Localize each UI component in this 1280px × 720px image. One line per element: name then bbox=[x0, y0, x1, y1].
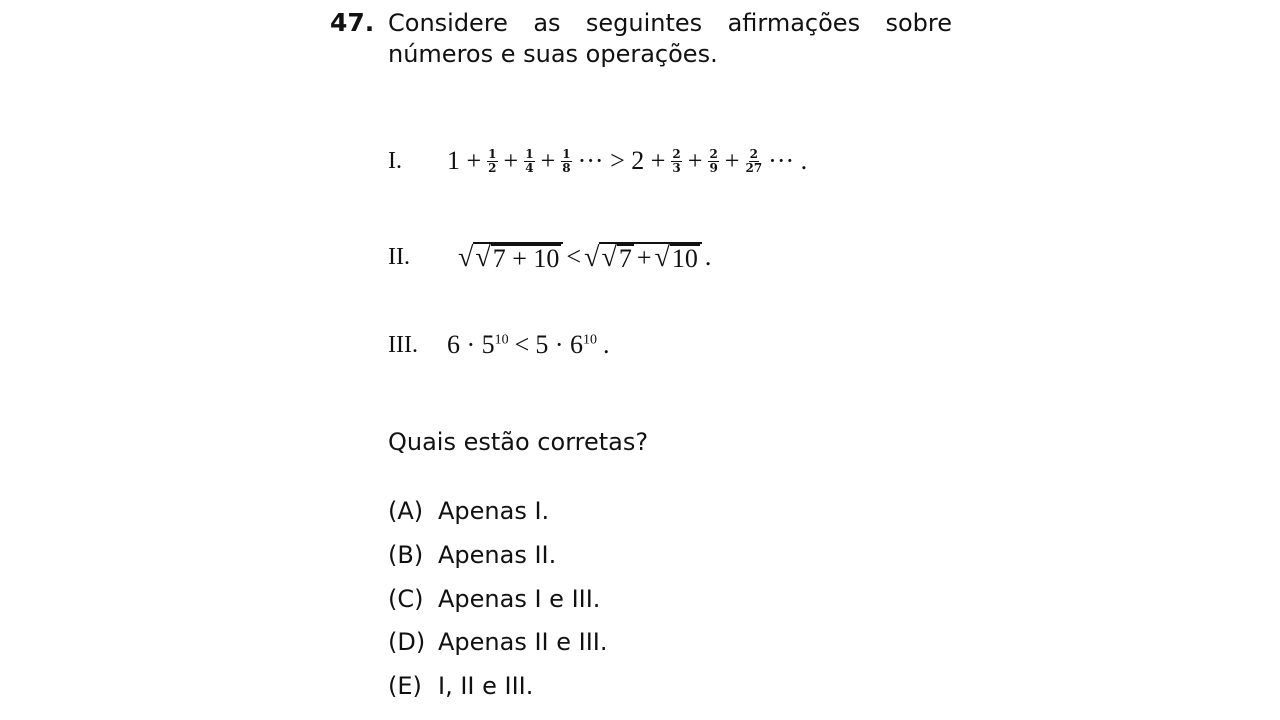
math-text: < bbox=[566, 242, 582, 271]
sqrt: √ √ 7 + √ 10 bbox=[584, 242, 702, 272]
option-label: (A) bbox=[388, 497, 424, 525]
stem-line-1: Considere as seguintes afirmações sobre bbox=[388, 9, 952, 37]
option-label: (B) bbox=[388, 541, 424, 569]
fraction: $\frac{1}{8}$ bbox=[562, 146, 571, 175]
option-text: Apenas II. bbox=[438, 541, 557, 569]
question-prompt: Quais estão corretas? bbox=[388, 428, 649, 456]
statement-numeral: II. bbox=[388, 243, 410, 270]
fraction: $\frac{2}{9}$ bbox=[709, 146, 718, 175]
option-a[interactable] bbox=[388, 497, 549, 525]
math-text: 1 + bbox=[447, 146, 482, 175]
stem-line-2: números e suas operações. bbox=[388, 40, 718, 68]
option-d[interactable] bbox=[388, 628, 608, 656]
fraction: $\frac{2}{3}$ bbox=[672, 146, 681, 175]
math-text: < bbox=[514, 330, 530, 359]
math-text: + bbox=[687, 146, 703, 175]
option-b[interactable] bbox=[388, 541, 556, 569]
math-text: $6 \cdot 5^{10}$ bbox=[447, 330, 509, 359]
math-text: + bbox=[724, 146, 740, 175]
statement-ii bbox=[388, 242, 714, 272]
statement-numeral: III. bbox=[388, 331, 418, 358]
statement-numeral: I. bbox=[388, 147, 402, 174]
math-text: + bbox=[503, 146, 519, 175]
option-label: (E) bbox=[388, 672, 422, 700]
fraction: $\frac{1}{2}$ bbox=[488, 146, 497, 175]
math-text: $5 \cdot 6^{10}$ bbox=[535, 330, 598, 359]
option-text: I, II e III. bbox=[438, 672, 534, 700]
option-e[interactable] bbox=[388, 672, 533, 700]
question-number: 47. bbox=[330, 8, 375, 37]
math-text: ··· > 2 + bbox=[577, 146, 666, 175]
math-text: + bbox=[540, 146, 556, 175]
math-text: . bbox=[603, 330, 610, 359]
math-text: ··· . bbox=[768, 146, 808, 175]
statement-iii bbox=[388, 330, 613, 360]
option-label: (D) bbox=[388, 628, 426, 656]
statement-i bbox=[388, 146, 810, 176]
option-text: Apenas II e III. bbox=[438, 628, 608, 656]
sqrt: √ √ 7 + 10 bbox=[458, 242, 563, 272]
option-text: Apenas I. bbox=[438, 497, 550, 525]
fraction: $\frac{2}{27}$ bbox=[745, 146, 763, 175]
fraction: $\frac{1}{4}$ bbox=[525, 146, 534, 175]
option-c[interactable] bbox=[388, 585, 600, 613]
option-label: (C) bbox=[388, 585, 424, 613]
math-text: . bbox=[704, 242, 712, 271]
question-stem bbox=[388, 8, 952, 70]
option-text: Apenas I e III. bbox=[438, 585, 601, 613]
